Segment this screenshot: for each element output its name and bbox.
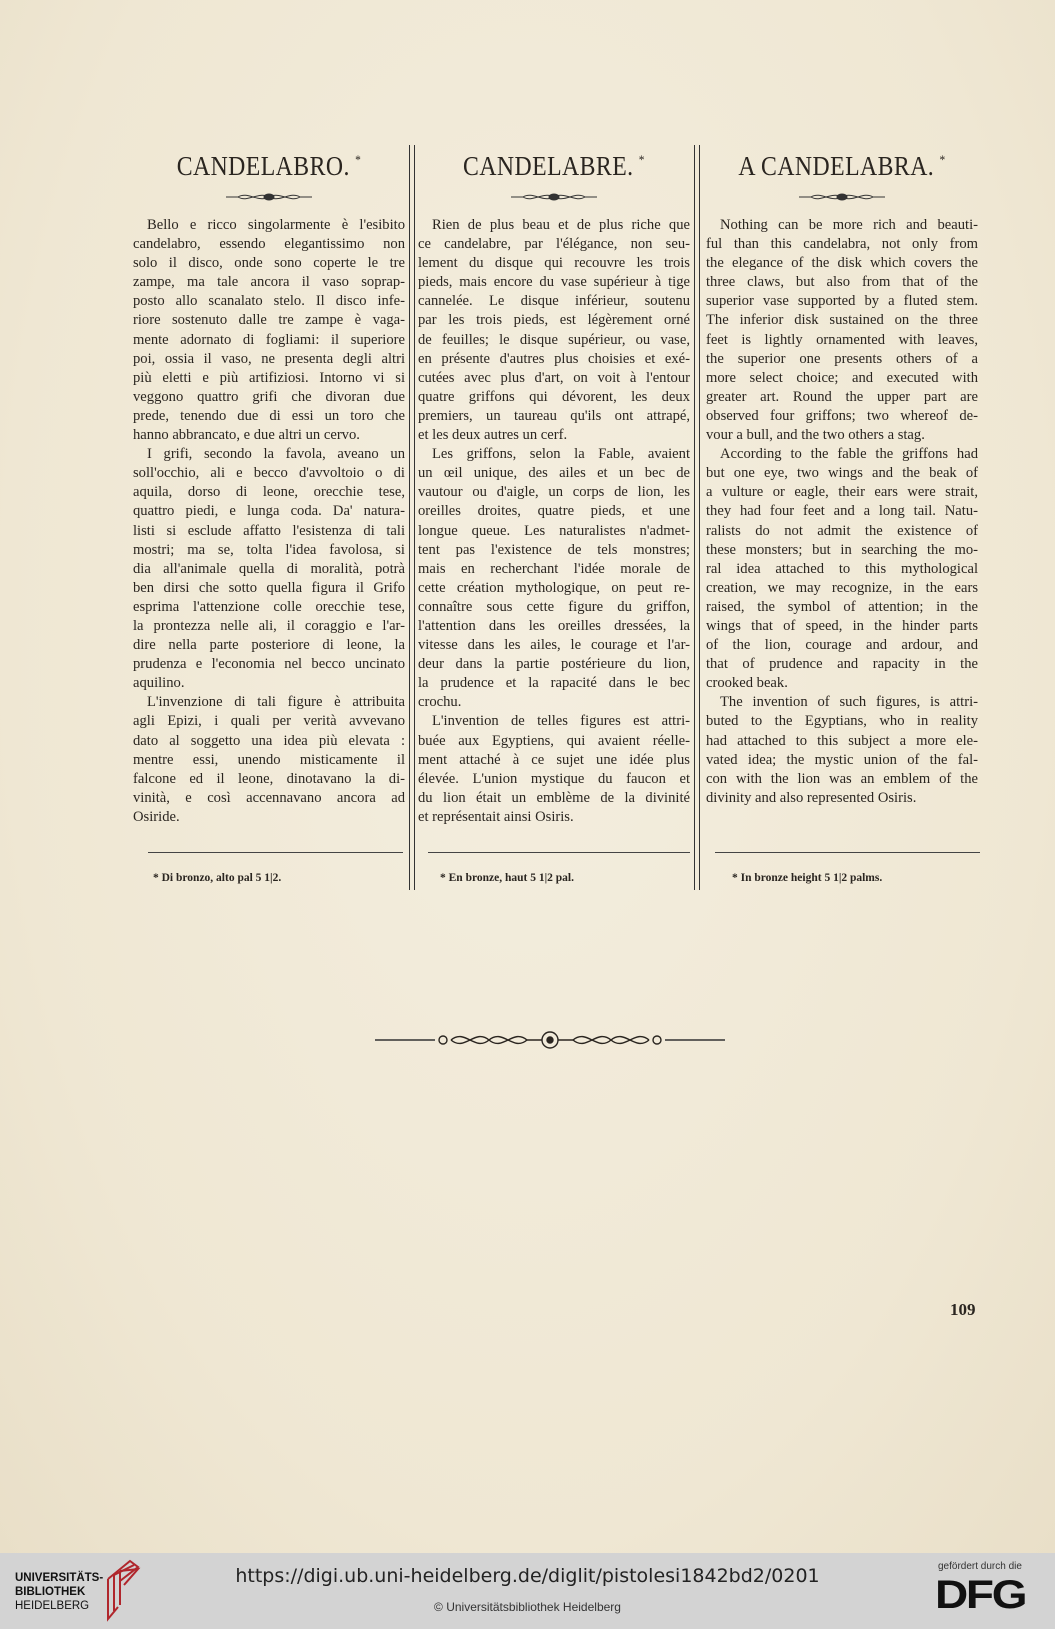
text-line: buted to the Egyptians, who in reality xyxy=(706,713,978,730)
text-line: divinity and also represented Osiris. xyxy=(706,789,917,806)
text-line: con with the lion was an emblem of the xyxy=(706,770,978,787)
text-line: agli Epizi, i quali per verità avvevano xyxy=(133,713,405,730)
text-line: Nothing can be more rich and beauti- xyxy=(720,217,978,233)
text-line: Osiride. xyxy=(133,808,180,825)
text-line: candelabro, essendo elegantissimo non xyxy=(133,236,405,253)
text-line: et les deux autres un cerf. xyxy=(418,427,568,444)
text-line: L'invention de telles figures est attri- xyxy=(432,713,690,730)
text-line: the superior one presents others of a xyxy=(706,350,978,367)
title-ornament-icon xyxy=(509,192,599,202)
text-line: vour a bull, and the two others a stag. xyxy=(706,427,925,444)
text-line: vated idea; the mystic union of the fal- xyxy=(706,751,978,768)
title-ornament-icon xyxy=(797,192,887,202)
text-line: they had four feet and a long tail. Natu- xyxy=(706,503,978,520)
footnote-mark: * xyxy=(939,152,946,167)
text-line: crochu. xyxy=(418,694,462,711)
footnote-mark: * xyxy=(638,152,645,167)
footnote-rule xyxy=(715,852,980,853)
text-line: élevée. L'union mystique du faucon et xyxy=(418,770,690,787)
text-line: tent pas l'existence de tels monstres; xyxy=(418,541,690,558)
text-line: cannelée. Le disque inférieur, soutenu xyxy=(418,293,690,310)
text-line: cutées avec plus d'art, on voit à l'entour xyxy=(418,369,690,386)
title-text: A CANDELABRA. xyxy=(738,151,935,181)
column-divider xyxy=(694,145,700,890)
text-line: esprima l'attenzione colle orecchie tese, xyxy=(133,598,405,615)
text-line: Bello e ricco singolarmente è l'esibito xyxy=(147,217,405,233)
text-line: cette création mythologique, on peut re- xyxy=(418,579,690,596)
footnote-italian: * Di bronzo, alto pal 5 1|2. xyxy=(153,872,282,884)
title-text: CANDELABRO. xyxy=(176,151,350,181)
tailpiece-ornament-icon xyxy=(375,1028,725,1052)
footnote-rule xyxy=(428,852,690,853)
text-line: The invention of such figures, is attri- xyxy=(720,694,978,711)
text-line: greater art. Round the upper part are xyxy=(706,388,978,405)
text-line: ce candelabre, par l'élégance, non seu- xyxy=(418,236,690,253)
column-title xyxy=(722,148,961,184)
text-line: prede, tenendo due di essi un toro che xyxy=(133,407,405,424)
text-line: ful than this candelabra, not only from xyxy=(706,236,978,253)
text-line: quattro piedi, e lunga coda. Da' natura- xyxy=(133,503,405,520)
text-line: creation, we may recognize, in the ears xyxy=(706,579,978,596)
title-ornament-icon xyxy=(224,192,314,202)
dfg-logo[interactable]: DFG xyxy=(935,1573,1026,1617)
text-line: mentre essi, unendo misticamente il xyxy=(133,751,405,768)
text-line: mais en recherchant l'idée morale de xyxy=(418,560,690,577)
text-line: più eletti e più artifiziosi. Intorno vi si xyxy=(133,369,405,386)
text-line: ralists do not admit the existence of xyxy=(706,522,978,539)
text-line: a vulture or eagle, their ears were strait, xyxy=(706,484,978,501)
text-line: but one eye, two wings and the beak of xyxy=(706,465,978,482)
column-title xyxy=(434,148,673,184)
text-line: vautour ou d'aigle, un corps de lion, les xyxy=(418,484,690,501)
library-name-line: HEIDELBERG xyxy=(15,1600,90,1612)
text-line: longue queue. Les naturalistes n'admet- xyxy=(418,522,690,539)
text-line: superior vase supported by a fluted stem. xyxy=(706,293,978,310)
text-line: oreilles droites, quatre pieds, et une xyxy=(418,503,690,520)
text-line: dato al soggetto una idea più elevata : xyxy=(133,732,405,749)
funding-label: gefördert durch die xyxy=(938,1561,1022,1572)
column-divider xyxy=(409,145,415,890)
text-line: wings that of speed, in the hinder parts xyxy=(706,617,978,634)
text-line: connaître sous cette figure du griffon, xyxy=(418,598,690,615)
text-line: posto allo scanalato stelo. Il disco infe- xyxy=(133,293,405,310)
text-line: de feuilles; le disque supérieur, ou vase, xyxy=(418,331,690,348)
text-line: crooked beak. xyxy=(706,675,788,692)
text-line: ben dirsi che sotto quella figura il Grifo xyxy=(133,579,405,596)
text-line: aquila, dorso di leone, orecchie tese, xyxy=(133,484,405,501)
text-line: feet is lightly ornamented with leaves, xyxy=(706,331,978,348)
text-line: more select choice; and executed with xyxy=(706,369,978,386)
text-line: vinità, e così accennavano ancora ad xyxy=(133,789,405,806)
text-line: solo il disco, onde sono coperte le tre xyxy=(133,255,405,272)
text-line: According to the fable the griffons had xyxy=(720,446,978,463)
text-line: listi si esclude affatto l'esistenza di tali xyxy=(133,522,405,539)
title-text: CANDELABRE. xyxy=(463,151,634,181)
footnote-french: * En bronze, haut 5 1|2 pal. xyxy=(440,872,574,884)
footnote-rule xyxy=(148,852,403,853)
footnote-english: * In bronze height 5 1|2 palms. xyxy=(732,872,883,884)
text-line: mente adornato di fogliami: il superiore xyxy=(133,331,405,348)
text-line: falcone ed il leone, dinotavano la di- xyxy=(133,770,405,787)
column-italian xyxy=(133,148,405,827)
copyright-notice: © Universitätsbibliothek Heidelberg xyxy=(434,1600,621,1614)
footnote-mark: * xyxy=(355,152,362,167)
viewer-footer xyxy=(0,1553,1055,1629)
text-line: lement du disque qui recouvre les trois xyxy=(418,255,690,272)
column-title xyxy=(149,148,388,184)
text-line: Les griffons, selon la Fable, avaient xyxy=(432,446,690,463)
text-line: l'attention dans les oreilles dressées, la xyxy=(418,617,690,634)
text-line: premiers, un taureau qu'ils ont attrapé, xyxy=(418,407,690,424)
text-line: par les trois pieds, est légèrement orné xyxy=(418,312,690,329)
text-line: deur dans la partie postérieure du lion, xyxy=(418,656,690,673)
permalink-url[interactable]: https://digi.ub.uni-heidelberg.de/diglit/pistolesi1842bd2/0201 xyxy=(235,1565,820,1587)
text-line: et représentait ainsi Osiris. xyxy=(418,808,574,825)
text-line: riore sostenuto dalle tre zampe è vaga- xyxy=(133,312,405,329)
text-line: hanno abbrancato, e due altri un cervo. xyxy=(133,427,360,444)
text-line: la prudence et la rapacité dans le bec xyxy=(418,675,690,692)
text-line: quatre griffons qui dévorent, les deux xyxy=(418,388,690,405)
text-line: L'invenzione di tali figure è attribuita xyxy=(147,694,405,711)
text-line: buée aux Egyptiens, qui avaient réelle- xyxy=(418,732,690,749)
text-line: aquilino. xyxy=(133,675,185,692)
text-line: mostri; ma se, tolta l'idea favolosa, si xyxy=(133,541,405,558)
text-line: ral idea attached to this mythological xyxy=(706,560,978,577)
text-line: three claws, but also from that of the xyxy=(706,274,978,291)
text-line: observed four griffons; two whereof de- xyxy=(706,407,978,424)
text-line: poi, ossia il vaso, ne presenta degli altri xyxy=(133,350,405,367)
text-line: had attached to this subject a more ele- xyxy=(706,732,978,749)
column-english xyxy=(706,148,978,808)
text-line: dire nella parte posteriore di leone, la xyxy=(133,637,405,654)
text-line: dia all'animale quella di moralità, potrà xyxy=(133,560,405,577)
text-line: soll'occhio, ali e becco d'avvoltoio o di xyxy=(133,465,405,482)
page-number: 109 xyxy=(950,1300,976,1319)
text-line: Rien de plus beau et de plus riche que xyxy=(432,217,690,233)
text-line: of the lion, courage and ardour, and xyxy=(706,637,978,654)
text-line: The inferior disk sustained on the three xyxy=(706,312,978,329)
text-line: du lion était un emblème de la divinité xyxy=(418,789,690,806)
text-line: the elegance of the disk which covers the xyxy=(706,255,978,272)
column-french xyxy=(418,148,690,827)
text-line: ment attaché à ce sujet une idée plus xyxy=(418,751,690,768)
text-line: vitesse dans les ailes, le courage et l'ar- xyxy=(418,637,690,654)
text-line: these monsters; but in searching the mo- xyxy=(706,541,978,558)
text-line: raised, the symbol of attention; in the xyxy=(706,598,978,615)
text-line: pieds, mais encore du vase supérieur à tige xyxy=(418,274,690,291)
text-line: that of prudence and rapacity in the xyxy=(706,656,978,673)
library-name-line: BIBLIOTHEK xyxy=(15,1586,86,1598)
library-name-line: UNIVERSITÄTS- xyxy=(15,1572,104,1584)
text-line: veggono quattro grifi che divoran due xyxy=(133,388,405,405)
text-line: la prontezza nelle ali, il coraggio e l'ar- xyxy=(133,617,405,634)
text-line: un œil unique, des ailes et un bec de xyxy=(418,465,690,482)
text-line: I grifi, secondo la favola, aveano un xyxy=(147,446,405,463)
text-line: en présente d'autres plus choisies et exé- xyxy=(418,350,690,367)
text-line: zampe, ma tale ancora il vaso soprap- xyxy=(133,274,405,291)
text-line: prudenza e l'economia nel becco uncinato xyxy=(133,656,405,673)
